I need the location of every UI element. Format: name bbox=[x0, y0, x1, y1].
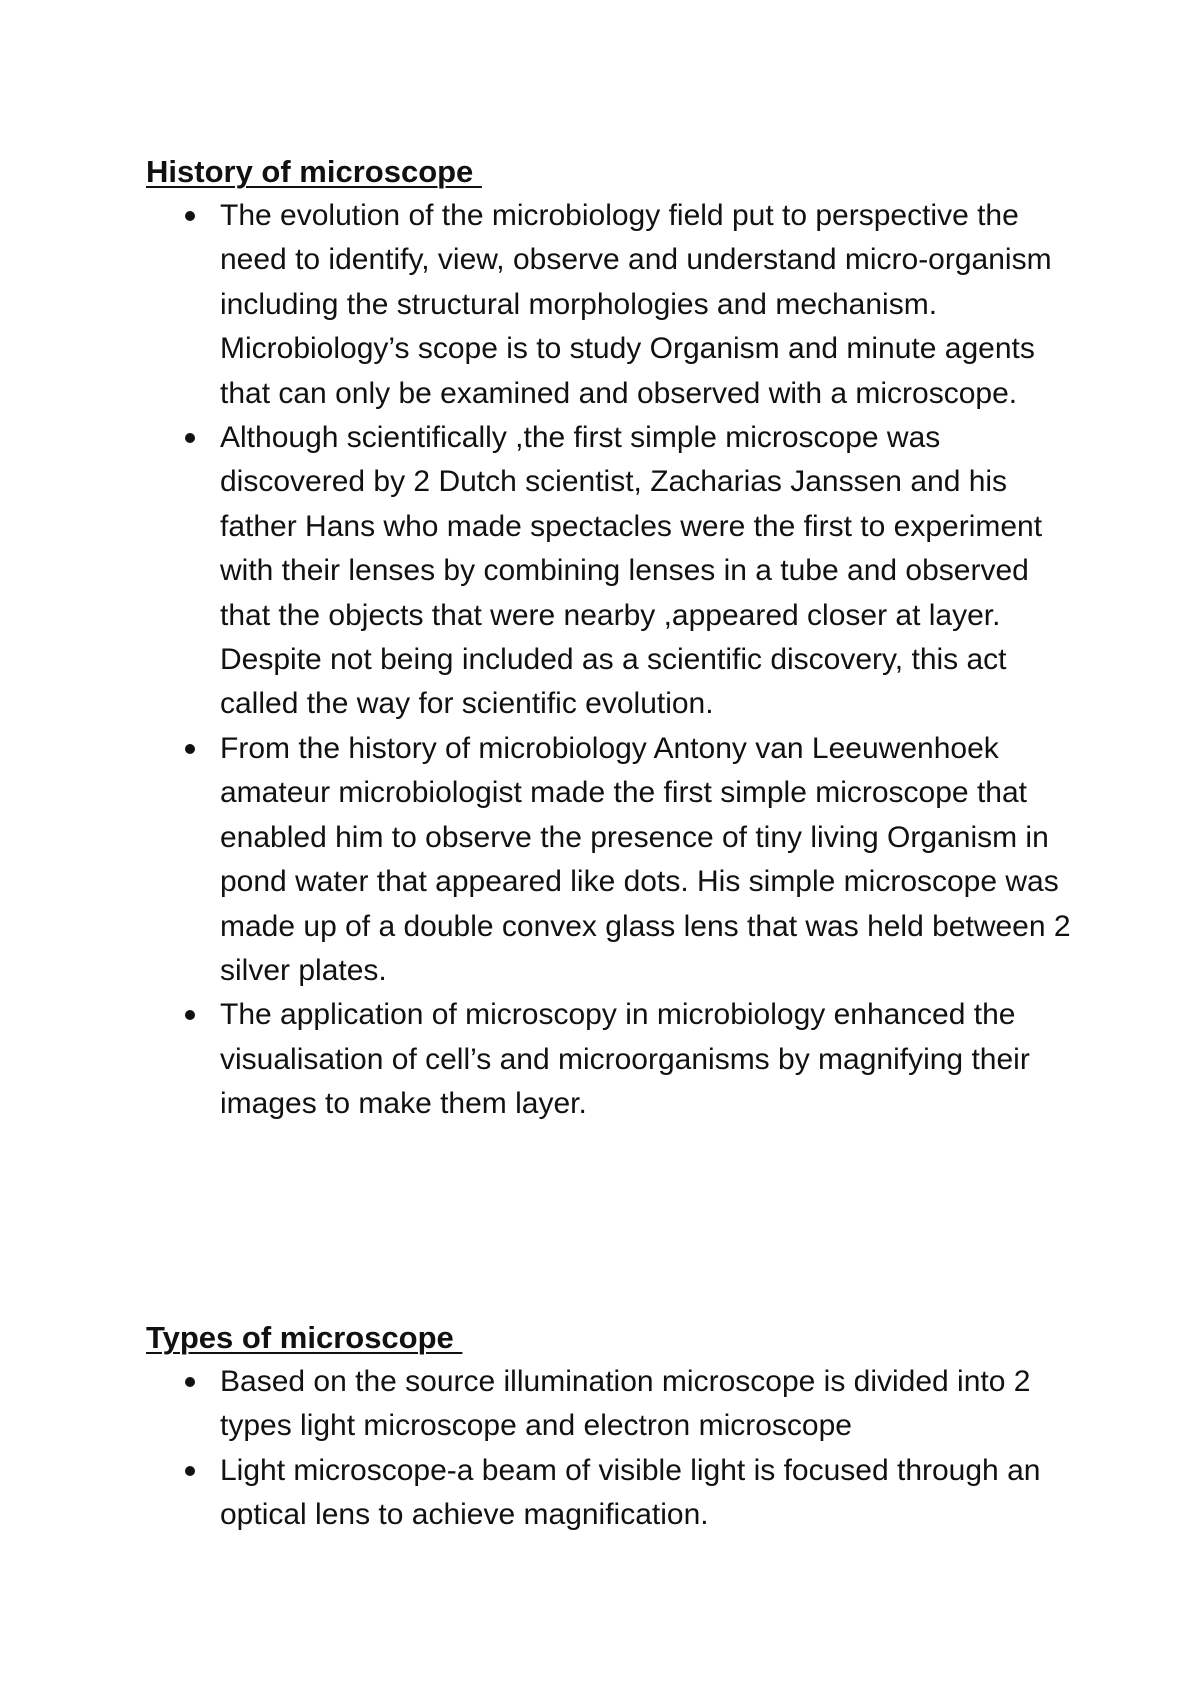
list-item-text: The evolution of the microbiology field put to perspective the need to identify, view, observe and understand micro-organism including the structural morphologies and mechanism. Microbiology’s scope is to study Organism and minute agents that can only be examined and observed with a microscope. bbox=[220, 199, 1052, 410]
list-item-text: From the history of microbiology Antony van Leeuwenhoek amateur microbiologist made the first simple microscope that enabled him to observe the presence of tiny living Organism in pond water that appeared like dots. His simple microscope was made up of a double convex glass lens that was held between 2 silver plates. bbox=[220, 731, 1071, 987]
list-item bbox=[146, 727, 1076, 993]
list-item-text: Light microscope-a beam of visible light is focused through an optical lens to achieve magnification. bbox=[220, 1453, 1041, 1532]
list-item-text: The application of microscopy in microbiology enhanced the visualisation of cell’s and microorganisms by magnifying their images to make them layer. bbox=[220, 998, 1030, 1121]
types-bullet-list bbox=[146, 1360, 1076, 1538]
list-item bbox=[146, 1360, 1076, 1449]
history-bullet-list bbox=[146, 194, 1076, 1127]
bullet-icon bbox=[185, 1466, 195, 1476]
types-section bbox=[146, 1316, 1076, 1538]
list-item bbox=[146, 993, 1076, 1126]
bullet-icon bbox=[185, 433, 195, 443]
history-section bbox=[146, 150, 1076, 1127]
list-item-text: Although scientifically ,the first simple microscope was discovered by 2 Dutch scientist, Zacharias Janssen and his father Hans who made spectacles were the first to experiment with their lenses by combining lenses in a tube and observed that the objects that were nearby ,appeared closer at layer. Despite not being included as a scientific discovery, this act called the way for scientific evolution. bbox=[220, 421, 1043, 721]
bullet-icon bbox=[185, 1377, 195, 1387]
types-heading: Types of microscope bbox=[146, 1320, 463, 1355]
list-item bbox=[146, 194, 1076, 416]
list-item bbox=[146, 416, 1076, 727]
bullet-icon bbox=[185, 211, 195, 221]
bullet-icon bbox=[185, 1010, 195, 1020]
bullet-icon bbox=[185, 744, 195, 754]
list-item-text: Based on the source illumination microscope is divided into 2 types light microscope and electron microscope bbox=[220, 1365, 1031, 1443]
list-item bbox=[146, 1449, 1076, 1538]
history-heading: History of microscope bbox=[146, 154, 482, 189]
